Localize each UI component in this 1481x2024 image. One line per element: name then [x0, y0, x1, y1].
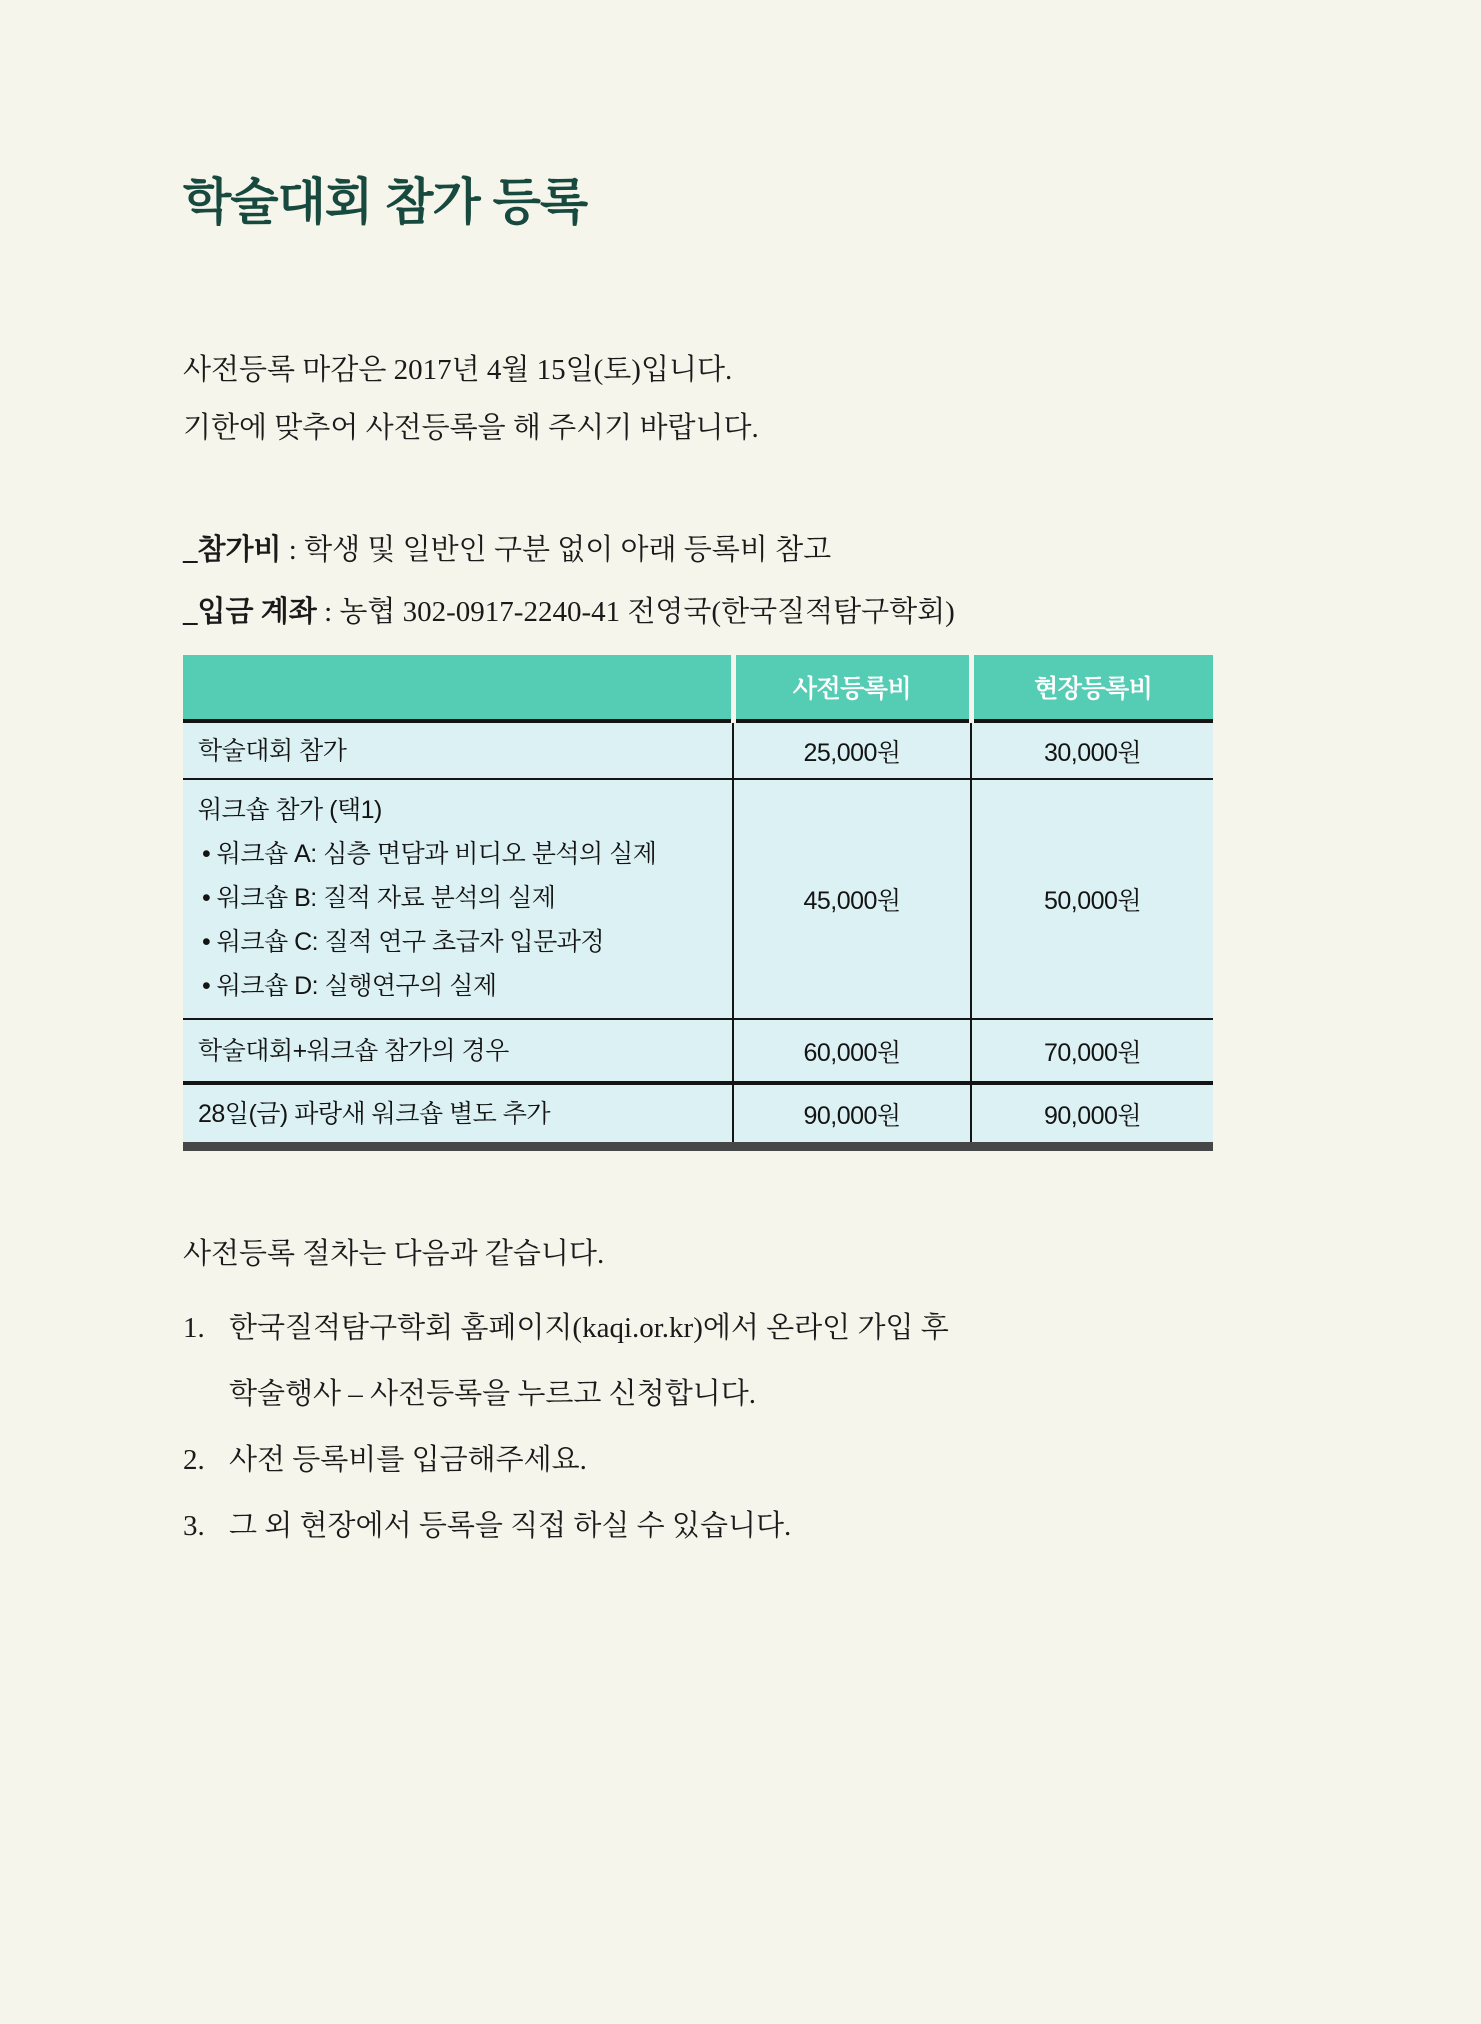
item-cell: [183, 779, 733, 1019]
item-text: • 워크숍 B: 질적 자료 분석의 실제: [202, 884, 556, 912]
step-line: 학술행사 – 사전등록을 누르고 신청합니다.: [229, 1378, 756, 1410]
header-row: [183, 655, 1213, 721]
account-info-text: : 농협 302-0917-2240-41 전영국(한국질적탐구학회): [316, 596, 955, 628]
price-table-header: [183, 655, 1213, 721]
account-info-label: _입금 계좌: [183, 596, 317, 628]
table-row: [183, 1083, 1213, 1147]
price-table: [183, 655, 1213, 1151]
procedure-steps: [183, 1295, 1213, 1559]
item-cell: [183, 1019, 733, 1083]
onsite-price: 70,000원: [971, 1019, 1213, 1083]
item-text: • 워크숍 C: 질적 연구 초급자 입문과정: [202, 928, 605, 956]
onsite-price: 50,000원: [971, 779, 1213, 1019]
step-line: 한국질적탐구학회 홈페이지(kaqi.or.kr)에서 온라인 가입 후: [229, 1312, 949, 1344]
item-text: • 워크숍 A: 심층 면담과 비디오 분석의 실제: [202, 840, 657, 868]
step-line: 그 외 현장에서 등록을 직접 하실 수 있습니다.: [229, 1510, 792, 1542]
procedure-step: [183, 1295, 1213, 1427]
step-line: 사전 등록비를 입금해주세요.: [229, 1444, 587, 1476]
info-paragraph: [183, 519, 1213, 643]
preregistration-price: 25,000원: [733, 721, 971, 779]
step-text: [229, 1295, 949, 1427]
procedure-section: [183, 1221, 1213, 1559]
account-info-line: [183, 581, 1213, 643]
item-text: 워크숍 참가 (택1): [198, 796, 382, 824]
header-onsite-col: 현장등록비: [971, 655, 1213, 721]
table-row: [183, 721, 1213, 779]
fee-info-label: _참가비: [183, 534, 282, 566]
preregistration-price: 90,000원: [733, 1083, 971, 1147]
header-item-col: [183, 655, 733, 721]
step-text: [229, 1493, 791, 1559]
procedure-step: [183, 1427, 1213, 1493]
intro-line-1: 사전등록 마감은 2017년 4월 15일(토)입니다.: [183, 354, 733, 386]
item-text: • 워크숍 D: 실행연구의 실제: [202, 972, 497, 1000]
intro-paragraph: [183, 341, 1213, 457]
procedure-step: [183, 1493, 1213, 1559]
fee-info-text: : 학생 및 일반인 구분 없이 아래 등록비 참고: [281, 534, 832, 566]
item-text: 학술대회 참가: [198, 736, 347, 765]
preregistration-price: 60,000원: [733, 1019, 971, 1083]
intro-line-2: 기한에 맞추어 사전등록을 해 주시기 바랍니다.: [183, 412, 759, 444]
preregistration-price: 45,000원: [733, 779, 971, 1019]
item-text: 학술대회+워크숍 참가의 경우: [198, 1036, 509, 1065]
table-row: [183, 1019, 1213, 1083]
page-title: 학술대회 참가 등록: [183, 174, 588, 230]
fee-info-line: [183, 519, 1213, 581]
item-text: 28일(금) 파랑새 워크숍 별도 추가: [198, 1099, 551, 1128]
price-table-body: [183, 721, 1213, 1147]
header-preregistration-col: 사전등록비: [733, 655, 971, 721]
procedure-intro: 사전등록 절차는 다음과 같습니다.: [183, 1238, 605, 1270]
item-cell: [183, 1083, 733, 1147]
content-column: [183, 0, 1213, 1559]
step-text: [229, 1427, 587, 1493]
table-row: [183, 779, 1213, 1019]
onsite-price: 30,000원: [971, 721, 1213, 779]
onsite-price: 90,000원: [971, 1083, 1213, 1147]
step-number: 2.: [183, 1444, 205, 1476]
item-cell: [183, 721, 733, 779]
step-number: 3.: [183, 1510, 205, 1542]
step-number: 1.: [183, 1312, 205, 1344]
